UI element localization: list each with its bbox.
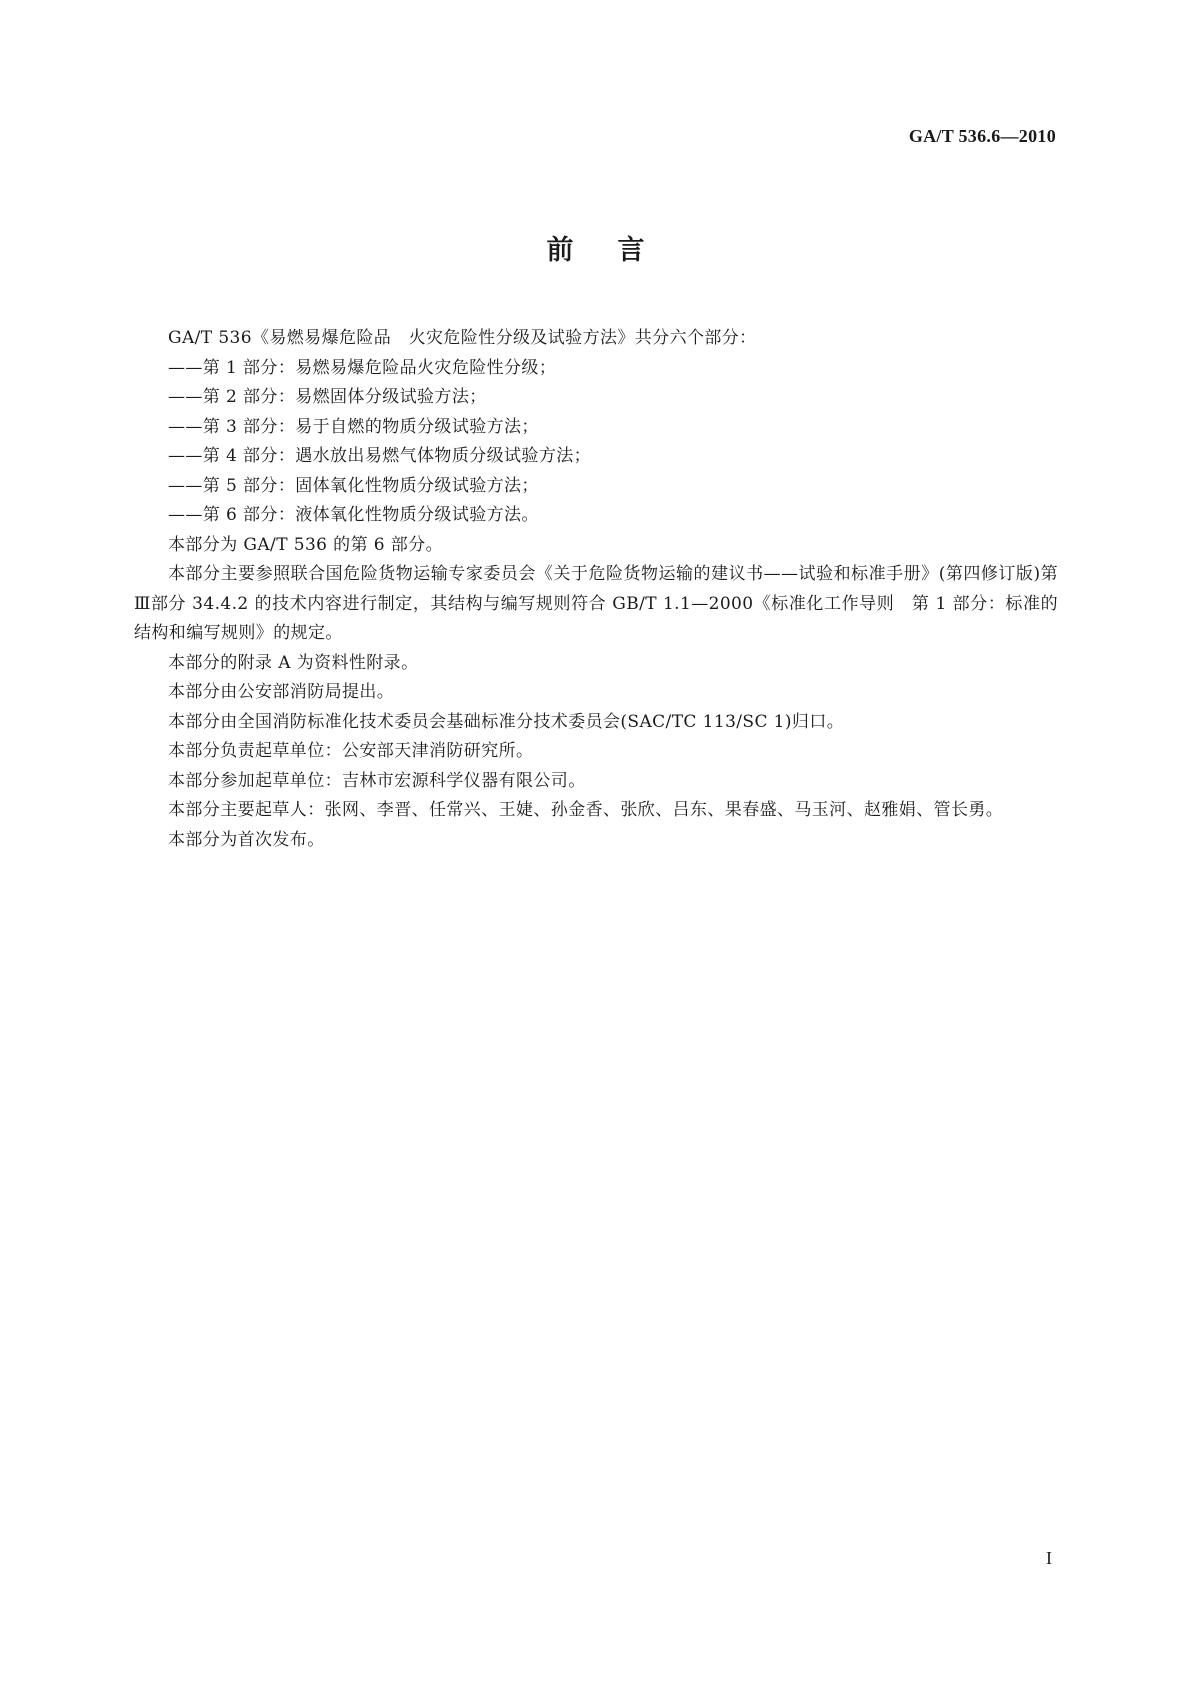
paragraph-reference: 本部分主要参照联合国危险货物运输专家委员会《关于危险货物运输的建议书——试验和标准手册》(第四修订版)第Ⅲ部分 34.4.2 的技术内容进行制定，其结构与编写规则符合 GB/T 1.1—2000《标准化工作导则 第 1 部分：标准的结构和编写规则》的规定。 (134, 564, 1058, 643)
standard-code: GA/T 536.6—2010 (908, 126, 1056, 146)
intro-paragraph: GA/T 536《易燃易爆危险品 火灾危险性分级及试验方法》共分六个部分： (168, 328, 757, 348)
page-number: I (1046, 1548, 1052, 1568)
part-list-item: ——第 5 部分：固体氧化性物质分级试验方法； (168, 475, 539, 496)
part-list-item: ——第 4 部分：遇水放出易燃气体物质分级试验方法； (168, 446, 592, 466)
paragraph-participating-unit: 本部分参加起草单位：吉林市宏源科学仪器有限公司。 (168, 770, 586, 791)
page-title: 前言 (546, 235, 689, 266)
part-list-item: ——第 1 部分：易燃易爆危险品火灾危险性分级； (168, 357, 557, 378)
part-list-item: ——第 2 部分：易燃固体分级试验方法； (168, 387, 487, 407)
paragraph-annex: 本部分的附录 A 为资料性附录。 (168, 652, 419, 673)
foreword-body (134, 324, 1058, 855)
paragraph-drafters: 本部分主要起草人：张网、李晋、任常兴、王婕、孙金香、张欣、吕东、果春盛、马玉河、赵雅娟、管长勇。 (168, 800, 1004, 820)
paragraph-proposed-by: 本部分由公安部消防局提出。 (168, 682, 395, 702)
paragraph-first-release: 本部分为首次发布。 (168, 829, 325, 850)
paragraph-part-statement: 本部分为 GA/T 536 的第 6 部分。 (168, 534, 444, 555)
part-list-item: ——第 3 部分：易于自燃的物质分级试验方法； (168, 416, 539, 437)
part-list-item: ——第 6 部分：液体氧化性物质分级试验方法。 (168, 505, 539, 525)
paragraph-drafting-unit: 本部分负责起草单位：公安部天津消防研究所。 (168, 741, 534, 761)
paragraph-centralized-by: 本部分由全国消防标准化技术委员会基础标准分技术委员会(SAC/TC 113/SC 1)归口。 (168, 711, 845, 732)
